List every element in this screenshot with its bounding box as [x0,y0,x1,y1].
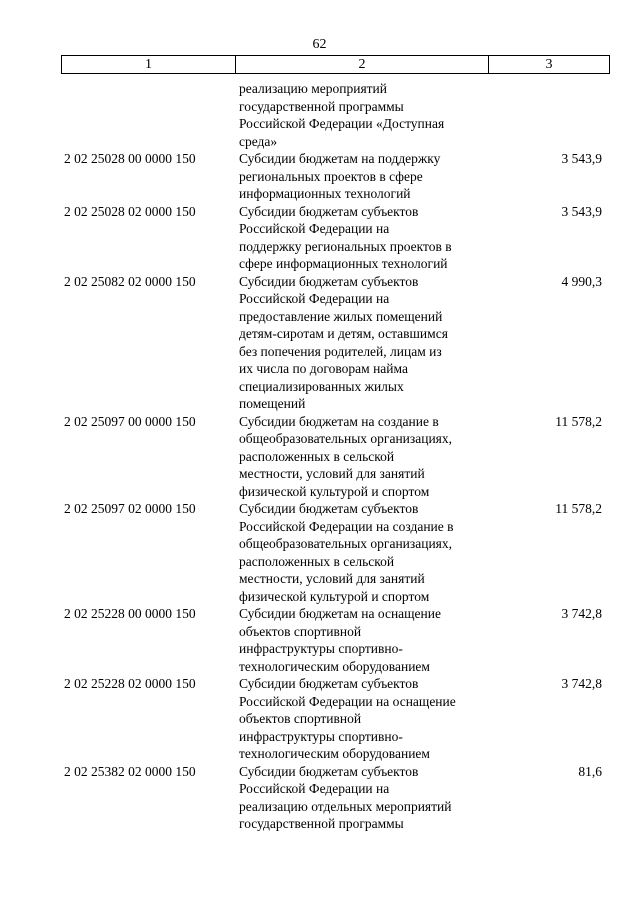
table-row [0,763,639,833]
row-description [239,203,489,273]
row-amount: 3 543,9 [561,203,602,219]
description-line: физической культурой и спортом [239,483,430,499]
budget-code: 2 02 25028 00 0000 150 [64,151,196,166]
budget-code: 2 02 25082 02 0000 150 [64,273,196,289]
row-amount: 11 578,2 [555,501,602,516]
description-line: Субсидии бюджетам субъектов [239,203,419,219]
table-row [0,80,639,150]
budget-code: 2 02 25228 02 0000 150 [64,676,196,691]
description-line: Субсидии бюджетам субъектов [239,501,419,516]
budget-code: 2 02 25228 00 0000 150 [64,606,196,621]
row-amount: 81,6 [578,763,602,779]
description-line: инфраструктуры спортивно- [239,728,403,744]
description-line: среда» [239,133,278,149]
description-line: Субсидии бюджетам субъектов [239,763,419,779]
description-line: Субсидии бюджетам субъектов [239,273,419,289]
row-description [239,500,489,605]
row-amount: 11 578,2 [555,413,602,429]
description-line: Субсидии бюджетам на поддержку [239,151,441,166]
description-line: без попечения родителей, лицам из [239,343,442,359]
description-line: технологическим оборудованием [239,746,430,761]
table-row [0,150,639,203]
table-row [0,203,639,273]
description-line: помещений [239,396,306,411]
description-line: реализацию отдельных мероприятий [239,798,452,814]
description-line: объектов спортивной [239,711,362,726]
description-line: специализированных жилых [239,378,404,394]
description-line: общеобразовательных организациях, [239,431,453,446]
description-line: государственной программы [239,98,404,114]
table-row [0,605,639,675]
column-header-3: 3 [489,56,610,74]
row-amount: 3 742,8 [561,606,602,621]
description-line: физической культурой и спортом [239,588,430,604]
column-header-1: 1 [62,56,236,74]
column-header-row [62,56,610,74]
row-amount: 4 990,3 [561,273,602,289]
description-line: Российской Федерации на [239,221,390,236]
budget-rows [0,80,639,833]
description-line: государственной программы [239,816,404,831]
table-row [0,675,639,763]
description-line: Субсидии бюджетам субъектов [239,676,419,691]
description-line: региональных проектов в сфере [239,168,423,184]
column-header-2: 2 [236,56,489,74]
description-line: расположенных в сельской [239,553,395,569]
description-line: технологическим оборудованием [239,658,430,674]
row-description [239,150,489,203]
description-line: Субсидии бюджетам на создание в [239,413,439,429]
description-line: поддержку региональных проектов в [239,238,452,254]
row-amount: 3 543,9 [561,151,602,166]
description-line: детям-сиротам и детям, оставшимся [239,326,448,341]
description-line: Российской Федерации на [239,781,390,796]
description-line: информационных технологий [239,186,411,201]
column-header-table [61,55,610,74]
table-row [0,413,639,501]
description-line: местности, условий для занятий [239,571,425,586]
description-line: их числа по договорам найма [239,361,408,376]
description-line: Российской Федерации на оснащение [239,693,456,709]
description-line: объектов спортивной [239,623,362,639]
description-line: реализацию мероприятий [239,81,388,96]
description-line: Субсидии бюджетам на оснащение [239,606,441,621]
table-row [0,500,639,605]
description-line: расположенных в сельской [239,448,395,464]
row-description [239,675,489,763]
description-line: Российской Федерации на создание в [239,518,454,534]
row-description [239,605,489,675]
description-line: инфраструктуры спортивно- [239,641,403,656]
row-description [239,413,489,501]
row-description [239,273,489,413]
description-line: Российской Федерации «Доступная [239,116,445,131]
row-description [239,763,489,833]
description-line: сфере информационных технологий [239,256,448,271]
description-line: предоставление жилых помещений [239,308,443,324]
description-line: местности, условий для занятий [239,466,425,481]
row-description [239,80,489,150]
row-amount: 3 742,8 [561,676,602,691]
budget-code: 2 02 25382 02 0000 150 [64,763,196,779]
budget-code: 2 02 25097 00 0000 150 [64,413,196,429]
budget-code: 2 02 25028 02 0000 150 [64,203,196,219]
description-line: общеобразовательных организациях, [239,536,453,551]
description-line: Российской Федерации на [239,291,390,306]
page-number: 62 [312,37,327,52]
table-row [0,273,639,413]
budget-code: 2 02 25097 02 0000 150 [64,501,196,516]
